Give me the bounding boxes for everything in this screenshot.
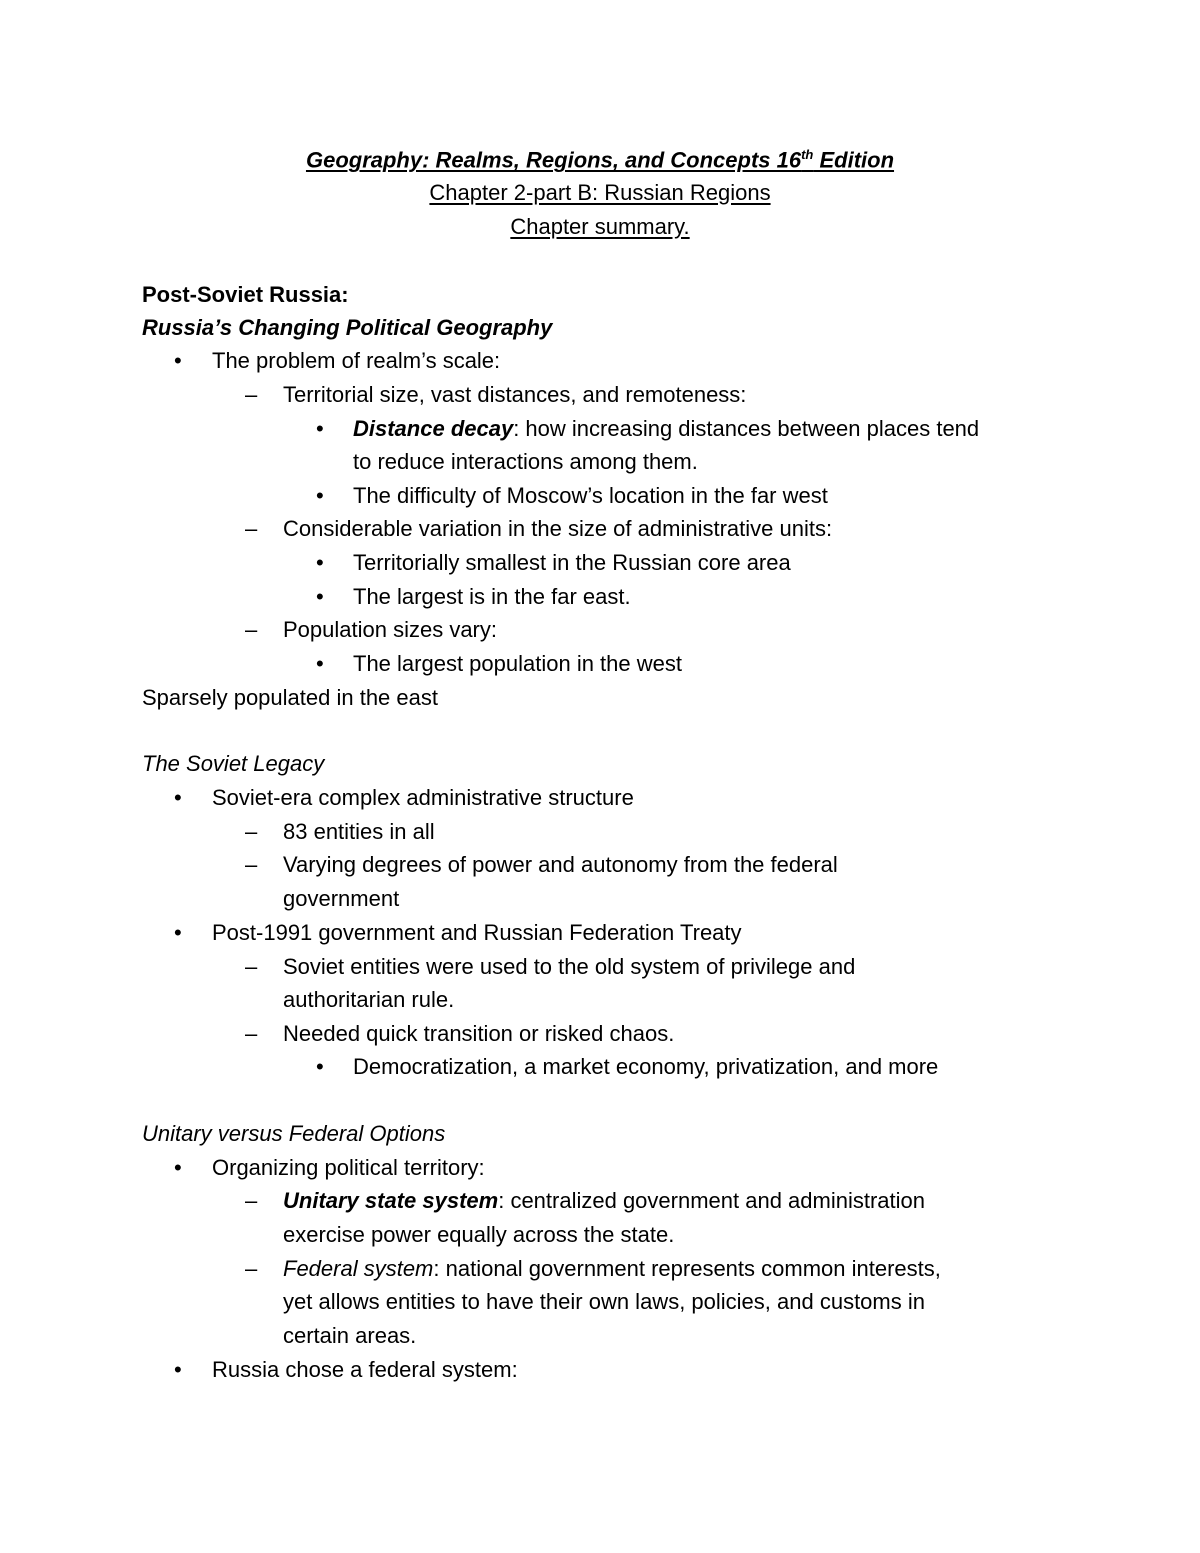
bullet-marker: • — [316, 550, 324, 575]
dash-marker: – — [245, 382, 258, 407]
list-item-largest: The largest is in the far east. — [353, 584, 631, 609]
list-item-federal-cont-2: certain areas. — [283, 1323, 417, 1348]
bullet-marker: • — [316, 584, 324, 609]
list-item-distance-decay — [353, 418, 979, 440]
dash-marker: – — [245, 1021, 258, 1046]
book-title-main: Geography: Realms, Regions, and Concepts 16 — [305, 147, 802, 173]
bullet-marker: • — [316, 483, 324, 508]
section-heading-soviet-legacy: The Soviet Legacy — [142, 751, 325, 776]
list-item-power-autonomy-cont: government — [283, 886, 400, 911]
list-item-power-autonomy: Varying degrees of power and autonomy from the federal — [283, 852, 838, 877]
bullet-marker: • — [316, 651, 324, 676]
dash-marker: – — [245, 617, 258, 642]
section-heading-post-soviet: Post-Soviet Russia: — [142, 282, 349, 307]
section-heading-unitary-federal: Unitary versus Federal Options — [142, 1121, 446, 1146]
term-unitary-state: Unitary state system — [283, 1188, 499, 1213]
definition-unitary-state: : centralized government and administration — [498, 1188, 926, 1213]
bullet-marker: • — [174, 920, 182, 945]
dash-marker: – — [245, 852, 258, 877]
list-item-entities: 83 entities in all — [283, 819, 435, 844]
list-item-transition: Needed quick transition or risked chaos. — [283, 1021, 675, 1046]
list-item-soviet-entities-cont: authoritarian rule. — [283, 987, 455, 1012]
definition-distance-decay: : how increasing distances between places tend — [513, 416, 980, 441]
bullet-marker: • — [174, 785, 182, 810]
dash-marker: – — [245, 819, 258, 844]
list-item-soviet-entities: Soviet entities were used to the old system of privilege and — [283, 954, 856, 979]
list-item-moscow: The difficulty of Moscow’s location in the far west — [353, 483, 828, 508]
list-item-population-west: The largest population in the west — [353, 651, 682, 676]
book-title — [0, 148, 1200, 171]
list-item-population: Population sizes vary: — [283, 617, 497, 642]
subheading-political-geography: Russia’s Changing Political Geography — [142, 315, 553, 340]
bullet-marker: • — [316, 416, 324, 441]
bullet-marker: • — [174, 348, 182, 373]
term-distance-decay: Distance decay — [353, 416, 514, 441]
list-item-russia-chose: Russia chose a federal system: — [212, 1357, 518, 1382]
chapter-title: Chapter 2-part B: Russian Regions — [429, 180, 771, 205]
book-title-sup: th — [801, 147, 814, 162]
list-item-democratization: Democratization, a market economy, privatization, and more — [353, 1054, 939, 1079]
bullet-marker: • — [174, 1357, 182, 1382]
list-item-unitary-cont: exercise power equally across the state. — [283, 1222, 675, 1247]
list-item-distance-decay-cont: to reduce interactions among them. — [353, 449, 698, 474]
list-item-post-1991: Post-1991 government and Russian Federation Treaty — [212, 920, 742, 945]
list-item-federal — [283, 1258, 941, 1280]
chapter-summary-label: Chapter summary. — [510, 214, 690, 239]
dash-marker: – — [245, 954, 258, 979]
definition-federal-system: : national government represents common interests, — [433, 1256, 941, 1281]
list-item-federal-cont-1: yet allows entities to have their own laws, policies, and customs in — [283, 1289, 925, 1314]
list-item-organizing: Organizing political territory: — [212, 1155, 485, 1180]
list-item-unitary — [283, 1190, 925, 1212]
bullet-marker: • — [174, 1155, 182, 1180]
list-item-territorial-size: Territorial size, vast distances, and remoteness: — [283, 382, 747, 407]
bullet-marker: • — [316, 1054, 324, 1079]
list-item-scale: The problem of realm’s scale: — [212, 348, 501, 373]
dash-marker: – — [245, 516, 258, 541]
list-item-admin-structure: Soviet-era complex administrative structure — [212, 785, 634, 810]
dash-marker: – — [245, 1256, 258, 1281]
list-item-variation: Considerable variation in the size of administrative units: — [283, 516, 833, 541]
list-item-smallest: Territorially smallest in the Russian core area — [353, 550, 791, 575]
term-federal-system: Federal system — [283, 1256, 434, 1281]
dash-marker: – — [245, 1188, 258, 1213]
book-title-end: Edition — [813, 147, 895, 173]
paragraph-sparsely-populated: Sparsely populated in the east — [142, 685, 438, 710]
